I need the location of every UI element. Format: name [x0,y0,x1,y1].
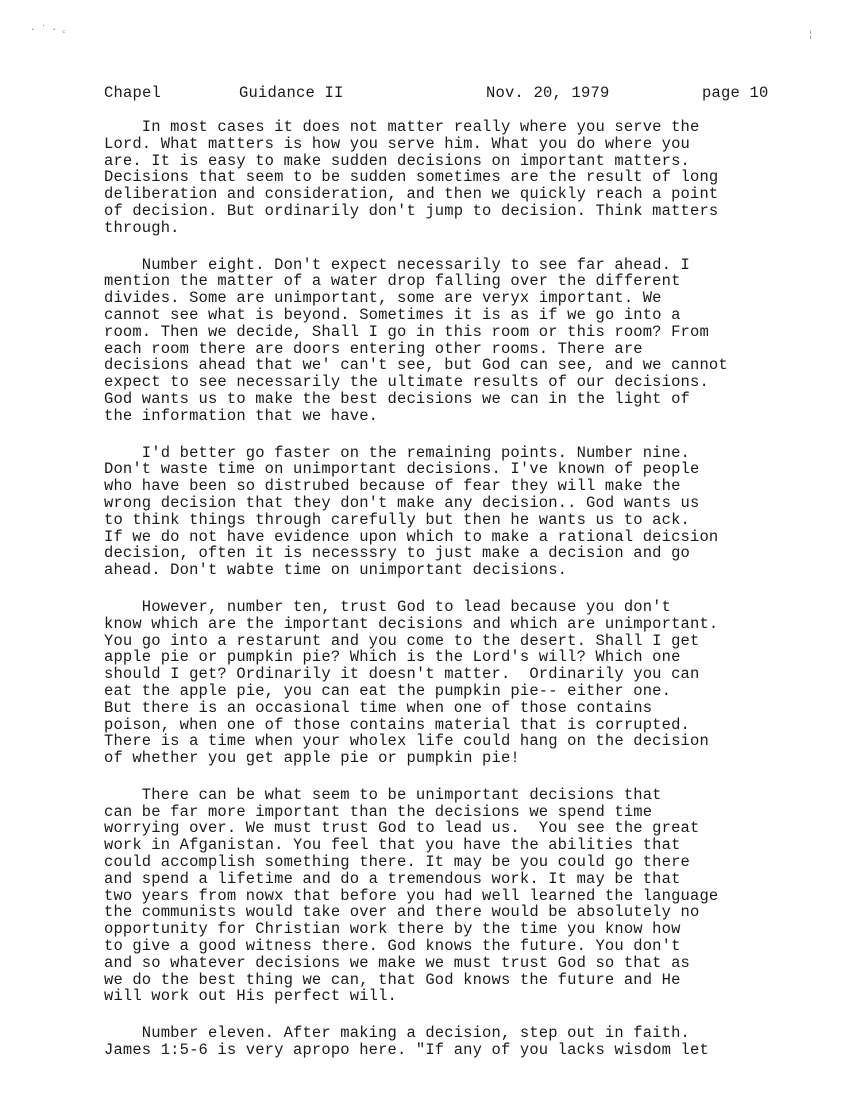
text-line: can be far more important than the decisions we spend time [104,802,653,821]
paragraph [104,119,804,237]
text-line: decision, often it is necesssry to just make a decision and go [104,544,690,563]
document-body [104,119,804,1079]
paragraph [104,257,804,425]
text-line: In most cases it does not matter really where you serve the [104,118,700,136]
text-line: poison, when one of those contains material that is corrupted. [104,715,690,734]
text-line: and spend a lifetime and do a tremendous work. It may be that [104,869,681,888]
text-line: Number eleven. After making a decision, step out in faith. [104,1024,690,1043]
paragraph [104,1025,804,1059]
text-line: and so whatever decisions we make we must trust God so that as [104,953,690,972]
text-line: cannot see what is beyond. Sometimes it is as if we go into a [104,305,681,324]
text-line: of decision. But ordinarily don't jump to decision. Think matters [104,201,719,220]
text-line: God wants us to make the best decisions we can in the light of [104,389,690,408]
text-line: work in Afganistan. You feel that you have the abilities that [104,836,681,855]
text-line: opportunity for Christian work there by the time you know how [104,920,681,939]
paper-speck-marks: · ˙ · ꜀ [30,25,66,35]
text-line: eat the apple pie, you can eat the pumpkin pie-- either one. [104,681,672,700]
text-line: decisions ahead that we' can't see, but God can see, and we cannot [104,356,728,375]
header-date: Nov. 20, 1979 [486,84,610,102]
text-line: Decisions that seem to be sudden sometimes are the result of long [104,168,719,187]
text-line: the communists would take over and there would be absolutely no [104,903,700,922]
paragraph [104,787,804,1005]
text-line: There is a time when your wholex life could hang on the decision [104,732,709,751]
text-line: mention the matter of a water drop falling over the different [104,272,681,291]
text-line: know which are the important decisions and which are unimportant. [104,614,719,633]
text-line: Lord. What matters is how you serve him. What you do where you [104,134,690,153]
text-line: two years from nowx that before you had well learned the language [104,886,719,905]
paragraph [104,445,804,579]
text-line: I'd better go faster on the remaining points. Number nine. [104,443,690,462]
text-line: ahead. Don't wabte time on unimportant decisions. [104,561,568,580]
text-line: should I get? Ordinarily it doesn't matter. Ordinarily you can [104,665,700,684]
text-line: There can be what seem to be unimportant decisions that [104,785,662,804]
text-line: apple pie or pumpkin pie? Which is the Lord's will? Which one [104,648,681,667]
text-line: to think things through carefully but then he wants us to ack. [104,510,690,529]
header-series-title: Guidance II [239,84,344,102]
text-line: You go into a restarunt and you come to the desert. Shall I get [104,631,700,650]
text-line: we do the best thing we can, that God knows the future and He [104,970,681,989]
text-line: Number eight. Don't expect necessarily to see far ahead. I [104,255,690,274]
text-line: If we do not have evidence upon which to make a rational deicsion [104,527,719,546]
text-line: divides. Some are unimportant, some are veryx important. We [104,289,662,308]
text-line: James 1:5-6 is very apropo here. "If any of you lacks wisdom let [104,1041,709,1060]
text-line: expect to see necessarily the ultimate results of our decisions. [104,373,709,392]
header-chapel: Chapel [104,84,162,102]
text-line: who have been so distrubed because of fear they will make the [104,477,681,496]
header-page-number: page 10 [702,84,769,102]
paragraph [104,599,804,767]
text-line: wrong decision that they don't make any decision.. God wants us [104,493,700,512]
text-line: could accomplish something there. It may be you could go there [104,853,690,872]
text-line: But there is an occasional time when one of those contains [104,698,653,717]
text-line: of whether you get apple pie or pumpkin pie! [104,749,520,768]
page-header [104,84,794,104]
text-line: through. [104,218,180,237]
paper-speck-marks-right: ¦ [808,30,814,40]
text-line: room. Then we decide, Shall I go in this room or this room? From [104,322,709,341]
text-line: each room there are doors entering other rooms. There are [104,339,643,358]
text-line: the information that we have. [104,406,379,425]
text-line: worrying over. We must trust God to lead us. You see the great [104,819,700,838]
text-line: deliberation and consideration, and then we quickly reach a point [104,185,719,204]
text-line: Don't waste time on unimportant decisions. I've known of people [104,460,700,479]
text-line: However, number ten, trust God to lead because you don't [104,597,672,616]
text-line: will work out His perfect will. [104,987,397,1006]
text-line: to give a good witness there. God knows the future. You don't [104,937,681,956]
text-line: are. It is easy to make sudden decisions on important matters. [104,151,690,170]
